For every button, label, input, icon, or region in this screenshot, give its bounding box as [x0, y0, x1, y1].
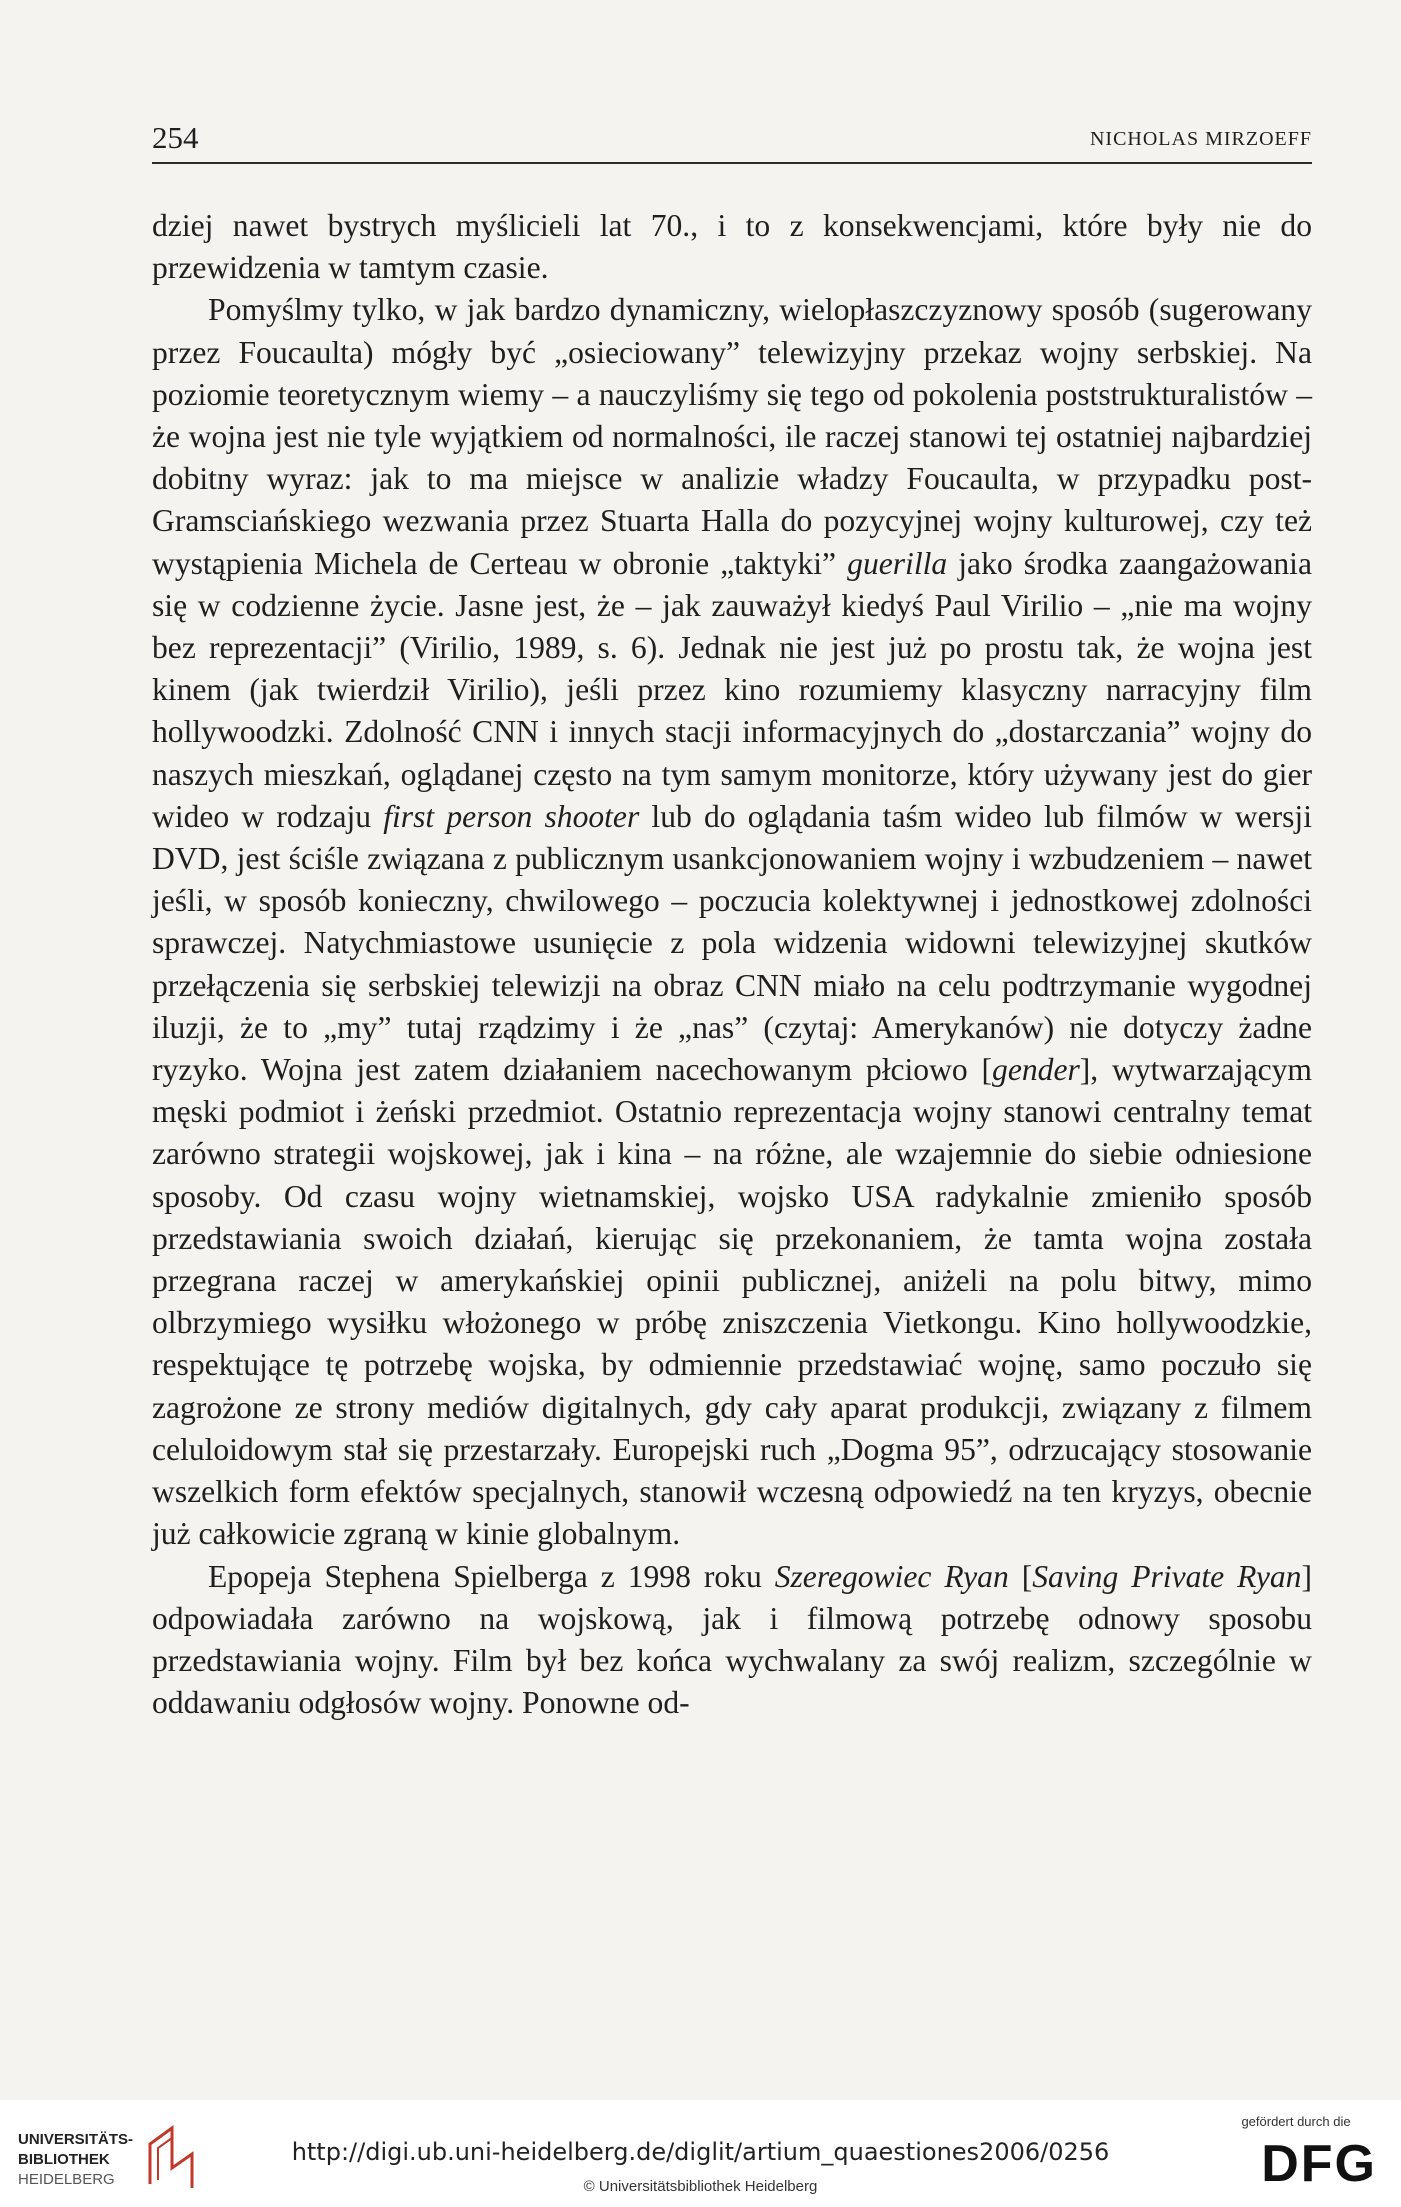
text-run: [ [1008, 1558, 1033, 1594]
copyright-notice: © Universitätsbibliothek Heidelberg [583, 2178, 818, 2195]
text-run: lub do oglądania taśm wideo lub filmów w wersji DVD, jest ściśle związana z publicznym usankcjonowaniem wojny i wzbudzeniem – nawet jeśli, w sposób konieczny, chwilowego – poczucia kolektywnej i jednostkowej zdolności sprawczej. Natychmiastowe usunięcie z pola widzenia widowni telewizyjnej skutków przełączenia się serbskiej telewizji na obraz CNN miało na celu podtrzymanie wygodnej iluzji, że to „my” tutaj rządzimy i że „nas” (czytaj: Amerykanów) nie dotyczy żadne ryzyko. Wojna jest zatem działaniem nacechowanym płciowo [ [152, 798, 1312, 1088]
library-name-line3: HEIDELBERG [18, 2171, 115, 2188]
italic-term: Szeregowiec Ryan [774, 1558, 1009, 1594]
dfg-logo [1211, 2114, 1381, 2194]
text-run: jako środka zaangażowania się w codzienne życie. Jasne jest, że – jak zauważył kiedyś Paul Virilio – „nie ma wojny bez reprezentacji” (Virilio, 1989, s. 6). Jednak nie jest już po prostu tak, że wojna jest kinem (jak twierdził Virilio), jeśli przez kino rozumiemy klasyczny narracyjny film hollywoodzki. Zdolność CNN i innych stacji informacyjnych do „dostarczania” wojny do naszych mieszkań, oglądanej często na tym samym monitorze, który używany jest do gier wideo w rodzaju [152, 545, 1312, 834]
source-url-link[interactable]: http://digi.ub.uni-heidelberg.de/diglit/artium_quaestiones2006/0256 [291, 2138, 1110, 2166]
body-text [152, 205, 1312, 1724]
paragraph [152, 1556, 1312, 1725]
dfg-wordmark: DFG [1261, 2135, 1377, 2193]
digitization-footer [0, 2100, 1401, 2207]
text-run: Epopeja Stephena Spielberga z 1998 roku [208, 1558, 775, 1594]
page-number: 254 [152, 120, 199, 155]
paragraph [152, 289, 1312, 1555]
running-header [152, 120, 1312, 164]
library-name-line2: BIBLIOTHEK [18, 2151, 110, 2168]
italic-term: Saving Private Ryan [1032, 1558, 1302, 1594]
running-head-author: NICHOLAS MIRZOEFF [1089, 128, 1312, 150]
text-run: ], wytwarzającym męski podmiot i żeński przedmiot. Ostatnio reprezentacja wojny stanowi centralny temat zarówno strategii wojskowej, jak i kina – na różne, ale wzajemnie do siebie odniesione sposoby. Od czasu wojny wietnamskiej, wojsko USA radykalnie zmieniło sposób przedstawiania swoich działań, kierując się przekonaniem, że tamta wojna została przegrana raczej w amerykańskiej opinii publicznej, aniżeli na polu bitwy, mimo olbrzymiego wysiłku włożonego w próbę zniszczenia Vietkongu. Kino hollywoodzkie, respektujące tę potrzebę wojska, by odmiennie przedstawiać wojnę, samo poczuło się zagrożone ze strony mediów digitalnych, gdy cały aparat produkcji, związany z filmem celuloidowym stał się przestarzały. Europejski ruch „Dogma 95”, odrzucający stosowanie wszelkich form efektów specjalnych, stanowił wczesną odpowiedź na ten kryzys, obecnie już całkowicie zgraną w kinie globalnym. [152, 1052, 1312, 1552]
funder-note: gefördert durch die [1241, 2114, 1351, 2129]
italic-term: first person shooter [383, 798, 640, 834]
italic-term: gender [992, 1052, 1080, 1088]
library-name-line1: UNIVERSITÄTS- [18, 2131, 134, 2148]
text-run: dziej nawet bystrych myślicieli lat 70., i to z konsekwencjami, które były nie do przewidzenia w tamtym czasie. [152, 208, 1312, 286]
text-run: Pomyślmy tylko, w jak bardzo dynamiczny, wielopłaszczyznowy sposób (sugerowany przez Foucaulta) mógły być „osieciowany” telewizyjny przekaz wojny serbskiej. Na poziomie teoretycznym wiemy – a nauczyliśmy się tego od pokolenia poststrukturalistów – że wojna jest nie tyle wyjątkiem od normalności, ile raczej stanowi tej ostatniej najbardziej dobitny wyraz: jak to ma miejsce w analizie władzy Foucaulta, w przypadku post-Gramsciańskiego wezwania przez Stuarta Halla do pozycyjnej wojny kulturowej, czy też wystąpienia Michela de Certeau w obronie „taktyki” [152, 292, 1312, 581]
paragraph [152, 205, 1312, 289]
text-run: ] odpowiadała zarówno na wojskową, jak i filmową potrzebę odnowy sposobu przedstawiania wojny. Film był bez końca wychwalany za swój realizm, szczególnie w oddawaniu odgłosów wojny. Ponowne od- [152, 1558, 1313, 1721]
italic-term: guerilla [847, 545, 948, 581]
